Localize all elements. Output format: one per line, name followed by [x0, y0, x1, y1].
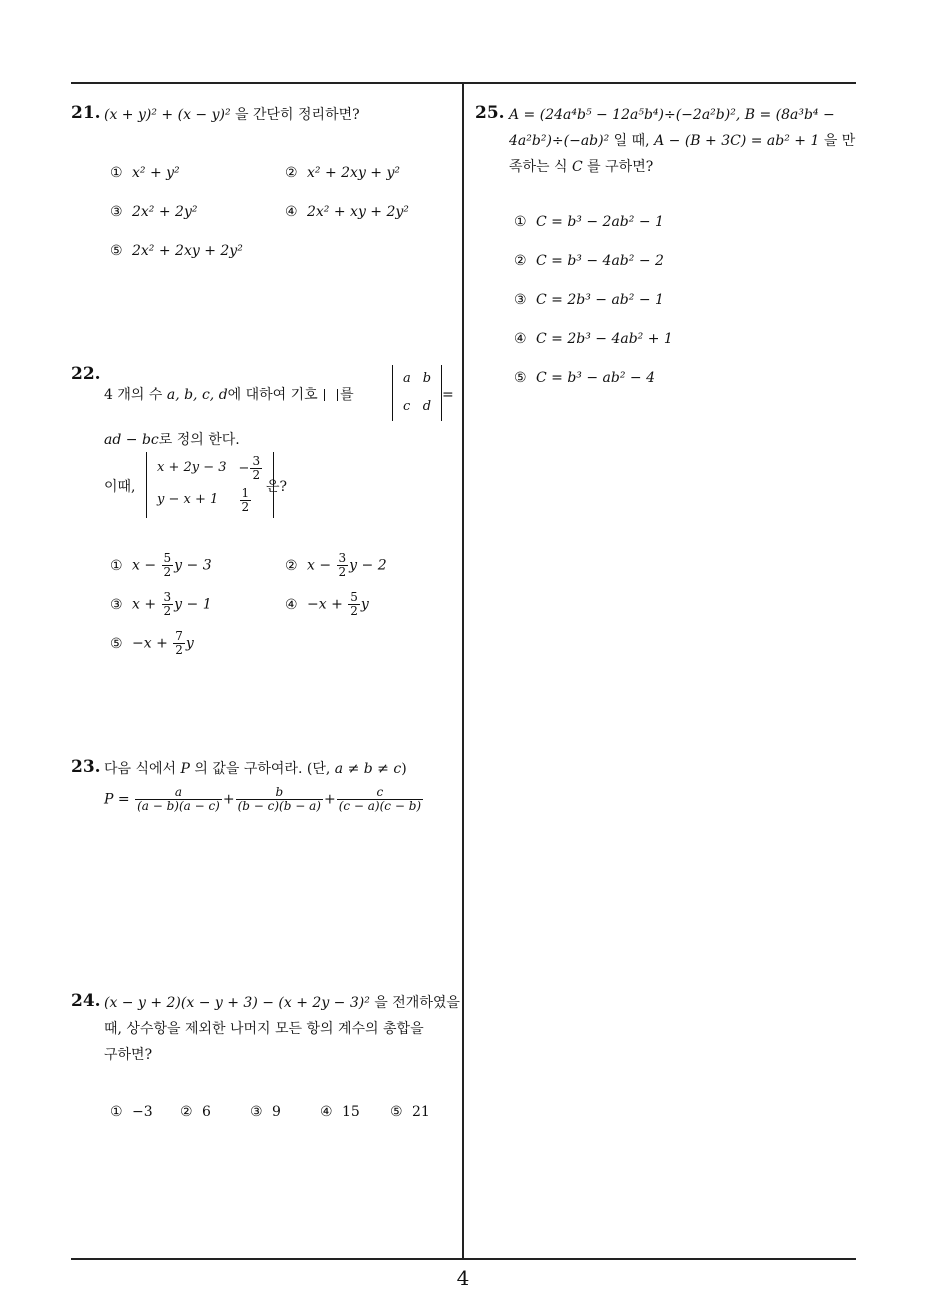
option-4[interactable]: ④ 15 — [320, 1104, 360, 1120]
question-stem: A = (24a⁴b⁵ − 12a⁵b⁴)÷(−2a²b)², B = (8a³b⁴ − 4a²b²)÷(−ab)² 일 때, A − (B + 3C) = ab² + 1 을 만 족하는 식 C 를 구하면? — [509, 107, 856, 175]
option-4[interactable]: ④ −x + $\frac{5}{2}$ y — [285, 590, 369, 618]
option-4[interactable]: ④ 2x² + xy + 2y² — [285, 204, 409, 220]
option-1[interactable]: ① x² + y² — [110, 165, 180, 181]
option-3[interactable]: ③ x + $\frac{3}{2}$ y − 1 — [110, 590, 212, 618]
option-3[interactable]: ③ C = 2b³ − ab² − 1 — [514, 292, 664, 308]
option-2[interactable]: ② C = b³ − 4ab² − 2 — [514, 253, 664, 269]
det-symbol — [324, 389, 338, 401]
definition-matrix: a b c d — [392, 365, 442, 421]
top-rule — [71, 82, 856, 84]
question-number: 24. — [71, 991, 101, 1011]
page-number: 4 — [456, 1266, 470, 1290]
option-5[interactable]: ⑤ −x + $\frac{7}{2}$ y — [110, 629, 194, 657]
option-3[interactable]: ③ 9 — [250, 1104, 281, 1120]
option-5[interactable]: ⑤ C = b³ − ab² − 4 — [514, 370, 656, 386]
question-stem: (x − y + 2)(x − y + 3) − (x + 2y − 3)² 을 전개하였을 때, 상수항을 제외한 나머지 모든 항의 계수의 총합을 구하면? — [104, 995, 460, 1063]
question-number: 23. — [71, 757, 101, 777]
question-stem: (x + y)² + (x − y)² 을 간단히 정리하면? — [104, 107, 360, 123]
option-1[interactable]: ① C = b³ − 2ab² − 1 — [514, 214, 664, 230]
question-number: 22. — [71, 364, 101, 384]
option-3[interactable]: ③ 2x² + 2y² — [110, 204, 198, 220]
question-stem: 다음 식에서 P 의 값을 구하여라. (단, a ≠ b ≠ c) — [104, 761, 407, 777]
option-5[interactable]: ⑤ 2x² + 2xy + 2y² — [110, 243, 243, 259]
option-1[interactable]: ① −3 — [110, 1104, 153, 1120]
option-4[interactable]: ④ C = 2b³ − 4ab² + 1 — [514, 331, 673, 347]
question-stem-line2: ad − bc로 정의 한다. — [104, 432, 240, 448]
option-1[interactable]: ① x − $\frac{5}{2}$ y − 3 — [110, 551, 212, 579]
option-2[interactable]: ② x − $\frac{3}{2}$ y − 2 — [285, 551, 387, 579]
option-5[interactable]: ⑤ 21 — [390, 1104, 430, 1120]
bottom-rule — [71, 1258, 856, 1260]
question-equation: P = $\frac{a}{(a - b)(a - c)}$ + $\frac{b}{(b - c)(b - a)}$ + $\frac{c}{(c - a)(c - b)}$ — [104, 785, 422, 813]
option-2[interactable]: ② x² + 2xy + y² — [285, 165, 401, 181]
question-number: 25. — [475, 103, 505, 123]
question-stem-line1: 4 개의 수 a, b, c, d에 대하여 기호 를 a b c d = — [104, 365, 459, 425]
column-divider — [462, 82, 464, 1259]
question-number: 21. — [71, 103, 101, 123]
question-stem-line3: 이때, x + 2y − 3 − $\frac{3}{2}$ y − x + 1 $\frac{1}{2}$ 은? — [104, 452, 444, 522]
question-determinant: x + 2y − 3 − $\frac{3}{2}$ y − x + 1 $\frac{1}{2}$ — [146, 452, 274, 518]
option-2[interactable]: ② 6 — [180, 1104, 211, 1120]
